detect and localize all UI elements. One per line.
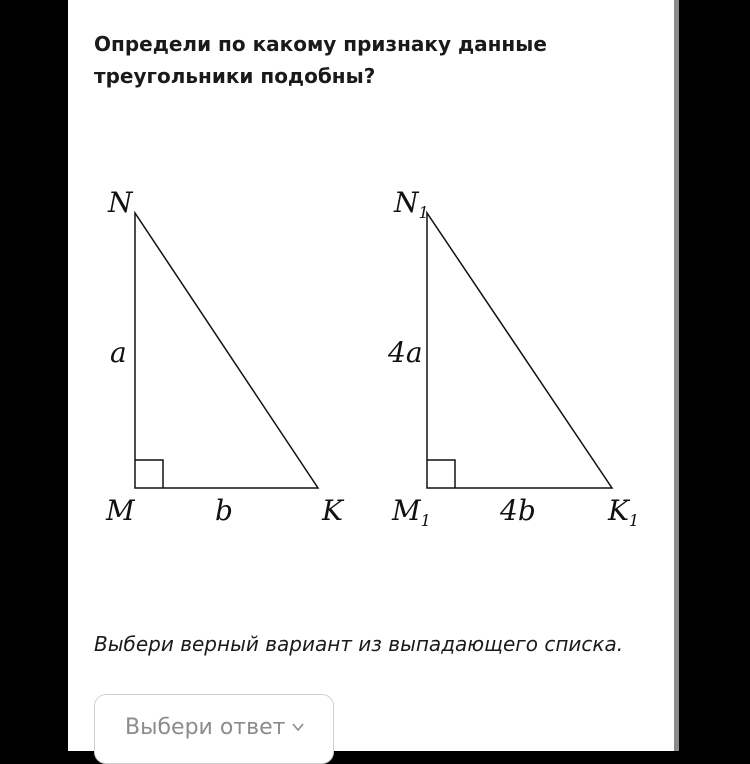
- chevron-down-icon: [291, 720, 305, 734]
- question-line-2: треугольники подобны?: [94, 64, 376, 88]
- instruction-text: Выбери верный вариант из выпадающего списка.: [94, 632, 624, 656]
- vertex-n: N: [108, 186, 133, 219]
- vertex-k1: $K_1$: [608, 494, 640, 530]
- question-line-1: Определи по какому признаку данные: [94, 32, 547, 56]
- triangle-1-shape: [135, 213, 318, 488]
- right-angle-mark-1: [135, 460, 163, 488]
- vertex-k: K: [322, 494, 343, 527]
- side-4b-label: 4b: [500, 494, 536, 527]
- triangle-2-shape: [427, 213, 612, 488]
- dropdown-placeholder: Выбери ответ: [125, 715, 286, 740]
- right-angle-mark-2: [427, 460, 455, 488]
- triangle-1: [105, 186, 345, 527]
- side-4a-label: 4a: [388, 336, 423, 369]
- answer-dropdown[interactable]: [94, 694, 334, 764]
- vertex-n1: $N_1$: [394, 186, 429, 222]
- side-b-label: b: [215, 494, 233, 527]
- vertex-m: M: [106, 494, 135, 527]
- vertex-m1: $M_1$: [392, 494, 431, 530]
- triangle-2: [387, 186, 639, 530]
- side-a-label: a: [110, 336, 127, 369]
